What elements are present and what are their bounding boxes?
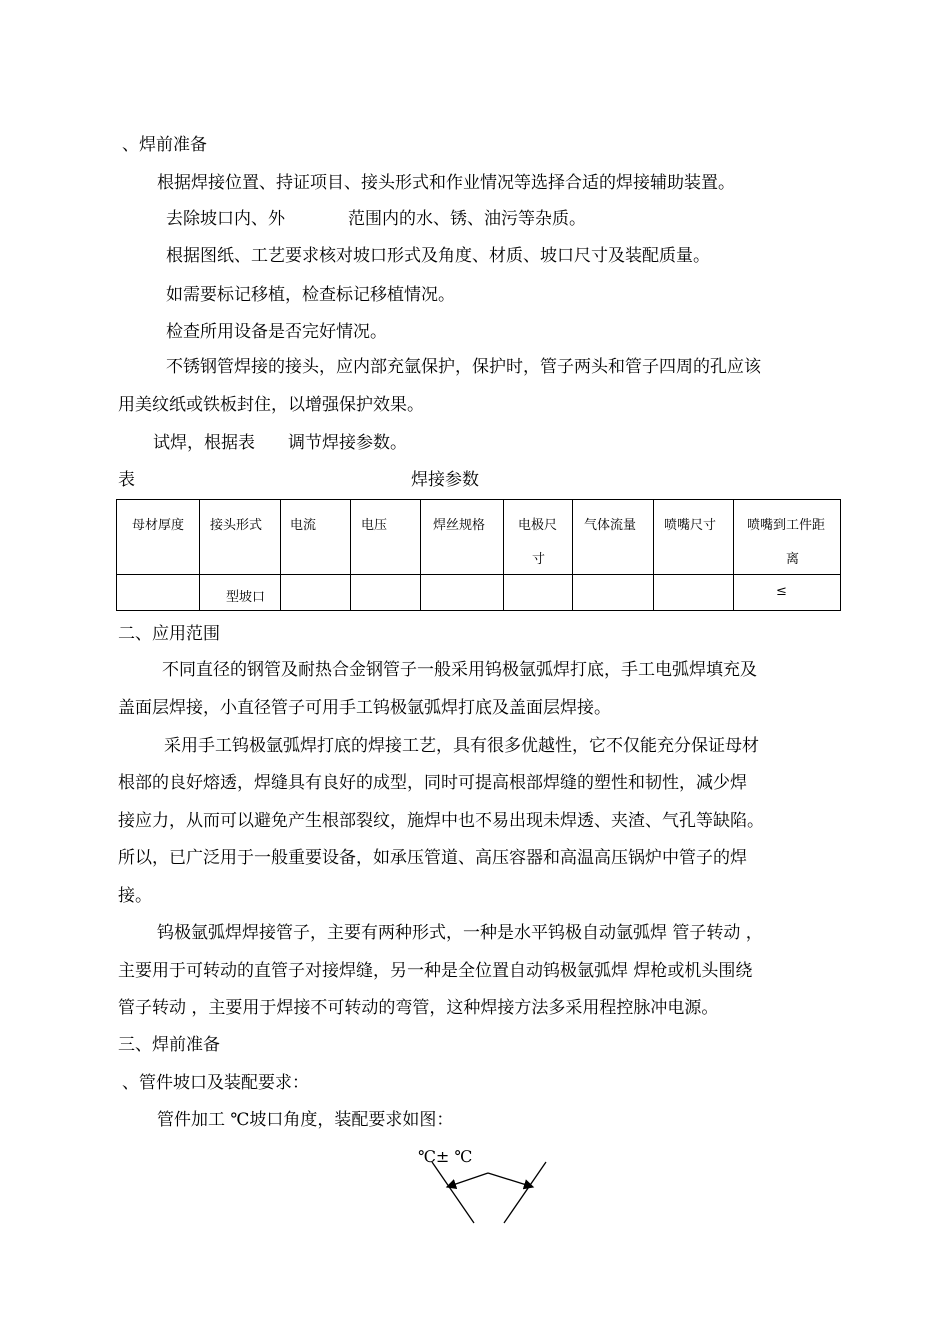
params-table [116,499,841,611]
item-4: 如需要标记移植，检查标记移植情况。 [166,285,455,305]
item-6: 不锈钢管焊接的接头，应内部充氩保护，保护时，管子两头和管子四周的孔应该 [166,357,761,377]
angle-arc-right [488,1173,533,1187]
para-2-3c: 管子转动 ，主要用于焊接不可转动的弯管，这种焊接方法多采用程控脉冲电源。 [118,998,719,1018]
cell [573,575,654,611]
heading-2: 二、应用范围 [118,624,220,644]
para-2-2d: 所以，已广泛用于一般重要设备，如承压管道、高压容器和高温高压锅炉中管子的焊 [118,848,747,868]
para-2-3b: 主要用于可转动的直管子对接焊缝，另一种是全位置自动钨极氩弧焊 焊枪或机头围绕 [118,961,753,981]
cell [421,575,504,611]
item-1: 根据焊接位置、持证项目、接头形式和作业情况等选择合适的焊接辅助装置。 [157,173,735,193]
bevel-text: 管件加工 ℃坡口角度，装配要求如图： [157,1110,454,1130]
item-2b: 范围内的水、锈、油污等杂质。 [348,209,586,229]
item-2a: 去除坡口内、外 [166,209,285,229]
cell-distance: ≤ [734,575,841,611]
cell [351,575,421,611]
para-2-2c: 接应力，从而可以避免产生根部裂纹，施焊中也不易出现未焊透、夹渣、气孔等缺陷。 [118,811,764,831]
header-nozzle: 喷嘴尺寸 [654,500,734,575]
heading-3: 三、焊前准备 [118,1035,220,1055]
bevel-diagram [400,1135,570,1235]
item-7a: 试焊，根据表 [153,433,255,453]
header-electrode: 电极尺 寸 [504,500,573,575]
item-5: 检查所用设备是否完好情况。 [166,322,387,342]
header-thickness: 母材厚度 [117,500,200,575]
cell [281,575,351,611]
para-2-3: 钨极氩弧焊焊接管子，主要有两种形式，一种是水平钨极自动氩弧焊 管子转动 ， [157,923,763,943]
para-2-2e: 接。 [118,886,152,906]
bevel-left-line [432,1162,474,1223]
header-distance: 喷嘴到工件距 离 [734,500,841,575]
angle-arc [447,1173,488,1187]
heading-1: 、焊前准备 [122,135,207,155]
item-6b: 用美纹纸或铁板封住，以增强保护效果。 [118,395,424,415]
item-7b: 调节焊接参数。 [288,433,407,453]
header-current: 电流 [281,500,351,575]
para-2-1b: 盖面层焊接，小直径管子可用手工钨极氩弧焊打底及盖面层焊接。 [118,698,611,718]
sub-heading-3: 、管件坡口及装配要求： [122,1073,309,1093]
bevel-label: ℃± ℃ [418,1147,473,1166]
para-2-2b: 根部的良好熔透，焊缝具有良好的成型，同时可提高根部焊缝的塑性和韧性，减少焊 [118,773,747,793]
table-title: 焊接参数 [411,470,479,490]
header-voltage: 电压 [351,500,421,575]
header-gas: 气体流量 [573,500,654,575]
para-2-1: 不同直径的钢管及耐热合金钢管子一般采用钨极氩弧焊打底，手工电弧焊填充及 [162,660,757,680]
table-label: 表 [118,470,135,490]
bevel-right-line [504,1162,546,1223]
para-2-2: 采用手工钨极氩弧焊打底的焊接工艺，具有很多优越性，它不仅能充分保证母材 [164,736,759,756]
header-wire: 焊丝规格 [421,500,504,575]
cell [654,575,734,611]
header-joint: 接头形式 [200,500,281,575]
item-3: 根据图纸、工艺要求核对坡口形式及角度、材质、坡口尺寸及装配质量。 [166,246,710,266]
cell [504,575,573,611]
cell-joint: 型坡口 [200,575,281,611]
cell [117,575,200,611]
